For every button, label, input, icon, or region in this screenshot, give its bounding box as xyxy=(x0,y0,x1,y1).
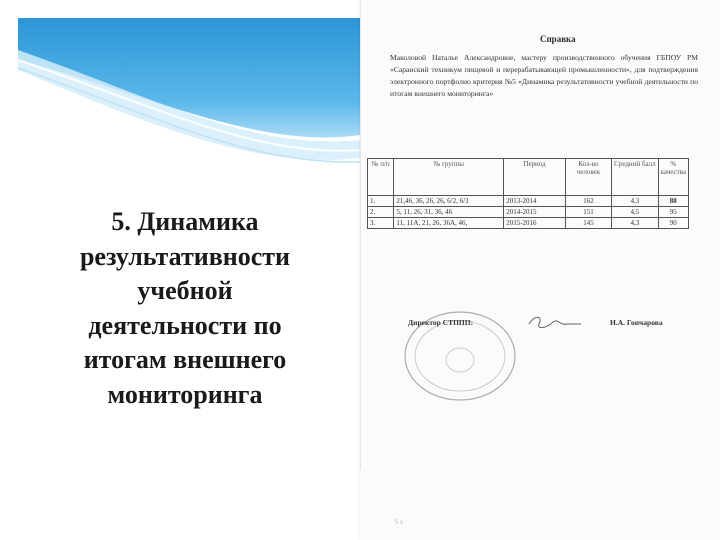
signatory-name: Н.А. Гончарова xyxy=(610,318,663,327)
title-line: 5. Динамика xyxy=(111,207,259,236)
col-header: Средний балл xyxy=(612,159,658,196)
col-header: % качества xyxy=(658,159,688,196)
table-cell: 88 xyxy=(658,196,688,207)
title-line: деятельности по xyxy=(88,310,282,340)
doc-heading: Справка xyxy=(540,34,576,44)
table-cell: 3. xyxy=(368,218,394,229)
table-cell: 95 xyxy=(658,207,688,218)
results-table xyxy=(367,158,689,229)
table-cell: 4,3 xyxy=(612,196,658,207)
table-cell: 2. xyxy=(368,207,394,218)
table-row xyxy=(368,196,689,207)
title-line: учебной xyxy=(137,276,233,306)
table-cell: 11, 11А, 21, 26, 36А, 46, xyxy=(394,218,504,229)
table-cell: 1. xyxy=(368,196,394,207)
col-header: Кол-во человек xyxy=(565,159,611,196)
table-cell: 2014-2015 xyxy=(504,207,566,218)
signature-label: Директор СТППП: xyxy=(408,318,474,327)
scanned-document xyxy=(360,0,720,540)
table-cell: 162 xyxy=(565,196,611,207)
handwritten-signature xyxy=(525,312,585,334)
col-header: № п/п xyxy=(368,159,394,196)
table-cell: 5, 11, 26, 31, 36, 46 xyxy=(394,207,504,218)
table-cell: 2015-2016 xyxy=(504,218,566,229)
table-cell: 90 xyxy=(658,218,688,229)
table-cell: 145 xyxy=(565,218,611,229)
table-cell: 4,3 xyxy=(612,218,658,229)
col-header: Период xyxy=(504,159,566,196)
title-line: результативности xyxy=(79,241,291,271)
table-cell: 4,5 xyxy=(612,207,658,218)
slide-title xyxy=(40,205,330,412)
table-cell: 2013-2014 xyxy=(504,196,566,207)
table-cell: 151 xyxy=(565,207,611,218)
title-line: мониторинга xyxy=(107,379,263,409)
doc-intro: Маколовой Наталье Александровне, мастеру производственного обучения ГБПОУ РМ «Саранский техникум пищевой и перерабатывающей промышленности», для подтверждения электронного портфолио критерия №5 «Динамика результативности учебной деятельности по итогам внешнего мониторинга» xyxy=(390,53,698,98)
title-line: итогам внешнего xyxy=(83,345,287,375)
table-cell: 21,46, 36, 26, 26, 6/2, 6/3 xyxy=(394,196,504,207)
page-number: 5 з xyxy=(395,520,403,526)
table-header-row xyxy=(368,159,689,196)
table-row xyxy=(368,207,689,218)
col-header: № группы xyxy=(394,159,504,196)
table-row xyxy=(368,218,689,229)
